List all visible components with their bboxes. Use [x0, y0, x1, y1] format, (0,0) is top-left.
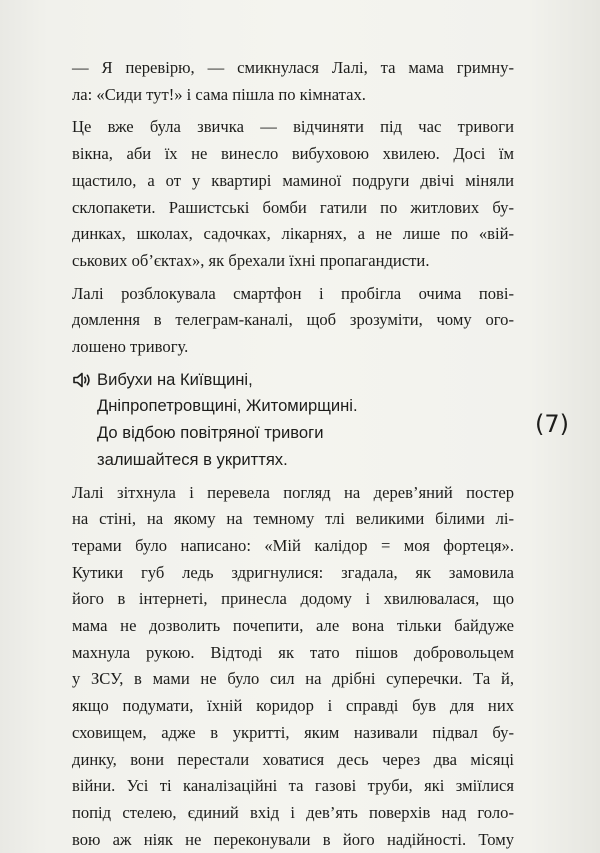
- text-line: Кутики губ ледь здригнулися: згадала, як замовила: [72, 562, 514, 582]
- text-line: щастило, а от у квартирі маминої подруги двічі міняли: [72, 170, 514, 190]
- notice-line: залишайтеся в укриттях.: [97, 449, 288, 469]
- text-line: якщо подумати, їхній коридор і справді був для них: [72, 696, 514, 716]
- paragraph-2: [72, 114, 514, 274]
- text-line: у ЗСУ, в мами не було сил на дрібні суперечки. Та й,: [72, 669, 514, 689]
- text-line: динку, вони перестали ховатися десь через два місяці: [72, 749, 514, 769]
- text-line: Це вже була звичка — відчиняти під час тривоги: [72, 117, 514, 137]
- text-line: домлення в телеграм-каналі, щоб зрозуміти, чому ого-: [72, 310, 514, 330]
- book-page-text: [72, 55, 514, 853]
- text-line: вою аж ніяк не переконували в його надійності. Тому: [72, 829, 514, 849]
- text-line: махнула рукою. Відтоді як тато пішов добровольцем: [72, 642, 514, 662]
- paragraph-1: [72, 55, 514, 108]
- paragraph-4: [72, 480, 514, 853]
- speaker-icon: [72, 371, 92, 389]
- text-line: лошено тривогу.: [72, 337, 189, 357]
- text-line: війни. Усі ті каналізаційні та газові труби, які зміїлися: [72, 776, 514, 796]
- text-line: мама не дозволить почепити, але вона тільки байдуже: [72, 616, 514, 636]
- notice-line: Дніпропетровщині, Житомирщині.: [97, 396, 358, 416]
- text-line: його в інтернеті, принесла додому і хвилювалася, що: [72, 589, 514, 609]
- text-line: на стіні, на якому на темному тлі великими білими лі-: [72, 509, 514, 529]
- text-line: сховищем, адже в укритті, яким називали підвал бу-: [72, 722, 514, 742]
- page-number: (7): [535, 410, 569, 438]
- telegram-notice: [72, 367, 514, 474]
- text-line: Лалі розблокувала смартфон і пробігла очима пові-: [72, 283, 514, 303]
- text-line: динках, школах, садочках, лікарнях, а не лише по «вій-: [72, 224, 514, 244]
- text-line: — Я перевірю, — смикнулася Лалі, та мама гримну-: [72, 58, 514, 77]
- text-line: ла: «Сиди тут!» і сама пішла по кімнатах.: [72, 84, 366, 104]
- text-line: Лалі зітхнула і перевела погляд на дерев’яний постер: [72, 482, 514, 502]
- notice-line: До відбою повітряної тривоги: [97, 423, 324, 443]
- text-line: ськових об’єктах», як брехали їхні пропагандисти.: [72, 250, 430, 270]
- text-line: терами було написано: «Мій калідор = моя фортеця».: [72, 535, 514, 555]
- text-line: попід стелею, єдиний вхід і дев’ять поверхів над голо-: [72, 802, 514, 822]
- text-line: вікна, аби їх не винесло вибуховою хвилею. Досі їм: [72, 144, 514, 164]
- paragraph-3: [72, 281, 514, 361]
- text-line: склопакети. Рашистські бомби гатили по житлових бу-: [72, 197, 514, 217]
- notice-line: Вибухи на Київщині,: [97, 369, 253, 389]
